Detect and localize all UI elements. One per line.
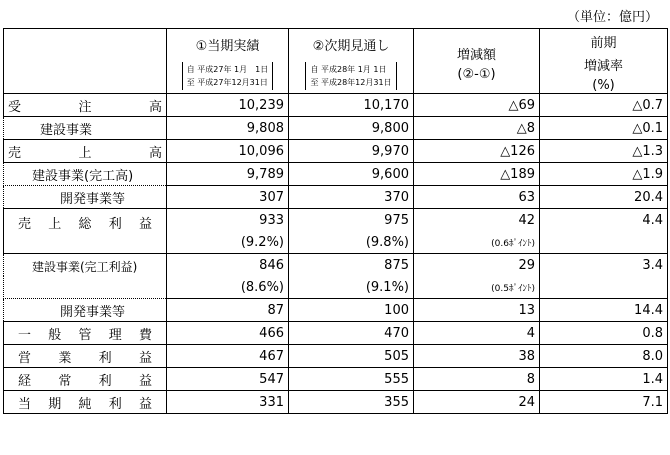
header-change-rate	[540, 29, 668, 94]
header-change-sub: (②-①)	[457, 66, 496, 82]
forecast-value: 470	[289, 322, 414, 345]
current-period-to: 至 平成27年12月31日	[186, 78, 268, 87]
forecast-value: 10,170	[289, 94, 414, 117]
row-label: 売 上 総 利 益	[4, 209, 167, 254]
current-value: 846	[167, 254, 289, 277]
current-value: 87	[167, 299, 289, 322]
next-period-to: 至 平成28年12月31日	[310, 78, 392, 87]
financial-forecast-table	[3, 28, 668, 414]
row-label: 一 般 管 理 費	[4, 322, 167, 345]
header-change-title: 増減額	[456, 47, 496, 63]
table-row	[4, 368, 668, 391]
row-label: 建設事業(完工高)	[4, 163, 167, 186]
table-row	[4, 209, 668, 232]
current-period	[182, 62, 273, 90]
change-amount: 38	[414, 345, 540, 368]
change-amount: 29	[414, 254, 540, 277]
current-margin: (9.2%)	[167, 231, 289, 254]
current-value: 307	[167, 186, 289, 209]
forecast-value: 100	[289, 299, 414, 322]
row-label: 開発事業等	[4, 299, 167, 322]
margin-change-points: (0.5ﾎﾟｲﾝﾄ)	[414, 276, 540, 299]
table-row	[4, 163, 668, 186]
change-rate: 0.8	[540, 322, 668, 345]
table-row	[4, 322, 668, 345]
current-value: 467	[167, 345, 289, 368]
change-rate: 7.1	[540, 391, 668, 414]
current-period-from: 自 平成27年 1月 1日	[186, 65, 269, 74]
change-rate: 4.4	[540, 209, 668, 232]
row-label: 経 常 利 益	[4, 368, 167, 391]
next-period-from: 自 平成28年 1月 1日	[310, 65, 387, 74]
row-label: 売 上 高	[4, 140, 167, 163]
row-label: 建設事業(完工利益)	[4, 254, 167, 299]
header-current-actual	[167, 29, 289, 94]
header-current-title: ①当期実績	[195, 39, 260, 54]
change-amount: 24	[414, 391, 540, 414]
forecast-value: 355	[289, 391, 414, 414]
change-rate: △0.1	[540, 117, 668, 140]
forecast-value: 555	[289, 368, 414, 391]
change-amount: 42	[414, 209, 540, 232]
forecast-value: 975	[289, 209, 414, 232]
table-row	[4, 345, 668, 368]
table-row	[4, 391, 668, 414]
table-row	[4, 140, 668, 163]
forecast-value: 9,800	[289, 117, 414, 140]
forecast-value: 9,600	[289, 163, 414, 186]
change-rate: △0.7	[540, 94, 668, 117]
current-value: 331	[167, 391, 289, 414]
rate-blank	[540, 231, 668, 254]
change-amount: △8	[414, 117, 540, 140]
row-label: 開発事業等	[4, 186, 167, 209]
table-row	[4, 186, 668, 209]
current-value: 9,789	[167, 163, 289, 186]
table-row	[4, 254, 668, 277]
forecast-margin: (9.8%)	[289, 231, 414, 254]
forecast-value: 505	[289, 345, 414, 368]
table-row	[4, 117, 668, 140]
current-value: 9,808	[167, 117, 289, 140]
header-rate-line3: (%)	[592, 78, 615, 93]
change-amount: △189	[414, 163, 540, 186]
current-margin: (8.6%)	[167, 276, 289, 299]
margin-change-points: (0.6ﾎﾟｲﾝﾄ)	[414, 231, 540, 254]
row-label: 建設事業	[4, 117, 167, 140]
unit-label: （単位：億円）	[566, 10, 658, 25]
row-label: 営 業 利 益	[4, 345, 167, 368]
change-amount: 4	[414, 322, 540, 345]
forecast-value: 9,970	[289, 140, 414, 163]
row-label: 受 注 高	[4, 94, 167, 117]
header-rate-line1: 前期	[590, 36, 617, 51]
header-blank	[4, 29, 167, 94]
change-rate: 1.4	[540, 368, 668, 391]
change-amount: 8	[414, 368, 540, 391]
current-value: 10,239	[167, 94, 289, 117]
next-period	[305, 62, 396, 90]
current-value: 933	[167, 209, 289, 232]
change-amount: 13	[414, 299, 540, 322]
header-rate-line2: 増減率	[583, 59, 623, 74]
change-rate: △1.9	[540, 163, 668, 186]
current-value: 547	[167, 368, 289, 391]
forecast-margin: (9.1%)	[289, 276, 414, 299]
change-amount: △126	[414, 140, 540, 163]
table-row	[4, 299, 668, 322]
forecast-value: 370	[289, 186, 414, 209]
row-label: 当 期 純 利 益	[4, 391, 167, 414]
change-amount: 63	[414, 186, 540, 209]
change-rate: 14.4	[540, 299, 668, 322]
change-rate: 3.4	[540, 254, 668, 277]
change-rate: 20.4	[540, 186, 668, 209]
header-change-amount	[414, 29, 540, 94]
header-next-title: ②次期見通し	[312, 39, 390, 54]
change-rate: 8.0	[540, 345, 668, 368]
table-row	[4, 94, 668, 117]
header-row	[4, 29, 668, 94]
forecast-value: 875	[289, 254, 414, 277]
current-value: 466	[167, 322, 289, 345]
change-rate: △1.3	[540, 140, 668, 163]
header-next-forecast	[289, 29, 414, 94]
change-amount: △69	[414, 94, 540, 117]
current-value: 10,096	[167, 140, 289, 163]
rate-blank	[540, 276, 668, 299]
